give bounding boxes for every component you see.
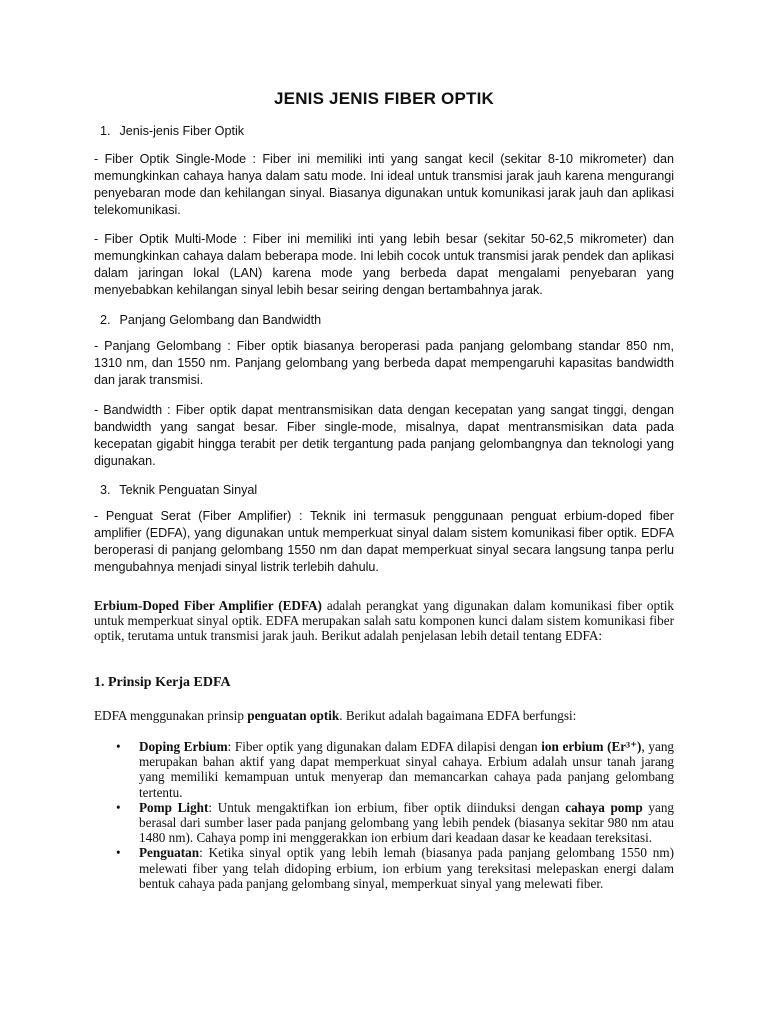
list-item: [94, 800, 674, 846]
prinsip-intro-bold: penguatan optik: [247, 708, 340, 723]
section-number-3: 3.: [100, 483, 111, 497]
list-item: [94, 845, 674, 891]
bullet-text: : Fiber optik yang digunakan dalam EDFA dilapisi dengan: [227, 739, 542, 754]
paragraph-bandwidth: - Bandwidth : Fiber optik dapat mentransmisikan data dengan kecepatan yang sangat tinggi, dengan bandwidth yang sangat besar. Fiber single-mode, misalnya, dapat mentransmisikan data pada kecepatan gigabit hingga terabit per detik tergantung pada panjang gelombangnya dan teknologi yang digunakan.: [94, 403, 674, 468]
paragraph-panjang-gelombang: - Panjang Gelombang : Fiber optik biasanya beroperasi pada panjang gelombang standar 850 nm, 1310 nm, dan 1550 nm. Panjang gelombang yang berbeda dapat mempengaruhi kapasitas bandwidth dan jarak transmisi.: [94, 339, 674, 387]
bullet-bold: cahaya pomp: [565, 799, 643, 815]
section-heading-1-text: Jenis-jenis Fiber Optik: [119, 124, 245, 138]
bullet-glyph: •: [116, 845, 121, 861]
bullet-text: : Untuk mengaktifkan ion erbium, fiber optik diinduksi dengan: [208, 799, 566, 815]
paragraph-single-mode: - Fiber Optik Single-Mode : Fiber ini memiliki inti yang sangat kecil (sekitar 8-10 mikrometer) dan memungkinkan cahaya hanya dalam satu mode. Ini ideal untuk transmisi jarak jauh karena mengurangi penyebaran mode dan kehilangan sinyal. Biasanya digunakan untuk komunikasi jarak jauh dan aplikasi telekomunikasi.: [94, 152, 674, 217]
prinsip-intro-pre: EDFA menggunakan prinsip: [94, 708, 248, 723]
bullet-term: Doping Erbium: [139, 739, 228, 754]
bullet-text: : Ketika sinyal optik yang lebih lemah (biasanya pada panjang gelombang 1550 nm) melewati fiber yang telah didoping erbium, ion erbium yang tereksitasi melepaskan energi dalam bentuk cahaya pada panjang gelombang sinyal, memperkuat sinyal yang melewati fiber.: [139, 845, 674, 891]
bullet-text: , yang merupakan bahan aktif yang dapat memperkuat sinyal cahaya. Erbium adalah unsur tanah jarang yang memiliki kemampuan untuk menyerap dan memancarkan cahaya pada panjang gelombang tertentu.: [139, 739, 675, 800]
bullet-text: yang berasal dari sumber laser pada panjang gelombang yang lebih pendek (biasanya sekitar 980 nm atau 1480 nm). Cahaya pomp ini menggerakkan ion erbium dari keadaan dasar ke keadaan tereksitasi.: [139, 799, 675, 846]
bullet-glyph: •: [116, 799, 121, 815]
section-heading-2-text: Panjang Gelombang dan Bandwidth: [119, 313, 322, 327]
section-number-1: 1.: [100, 124, 111, 138]
bullet-bold: ion erbium (Er³⁺): [541, 739, 642, 754]
edfa-intro-bold: Erbium-Doped Fiber Amplifier (EDFA): [94, 598, 322, 613]
bullet-glyph: •: [116, 739, 121, 754]
paragraph-edfa-intro: [94, 598, 674, 644]
section-heading-3-text: Teknik Penguatan Sinyal: [119, 483, 258, 497]
section-heading-1: [100, 123, 244, 140]
section-heading-2: [100, 312, 321, 329]
paragraph-multi-mode: - Fiber Optik Multi-Mode : Fiber ini memiliki inti yang lebih besar (sekitar 50-62,5 mikrometer) dan memungkinkan cahaya dalam beberapa mode. Ini lebih cocok untuk transmisi jarak pendek dan aplikasi dalam jaringan lokal (LAN) karena mode yang berbeda dapat mengalami penyebaran yang menyebabkan kehilangan sinyal lebih besar seiring dengan bertambahnya jarak.: [94, 232, 674, 297]
bullet-list: [94, 739, 674, 891]
section-number-2: 2.: [100, 313, 111, 327]
bullet-term: Pomp Light: [139, 799, 209, 815]
paragraph-prinsip-intro: [94, 708, 674, 723]
heading-prinsip-kerja: 1. Prinsip Kerja EDFA: [94, 675, 231, 690]
section-heading-3: [100, 482, 257, 499]
bullet-term: Penguatan: [139, 845, 200, 861]
edfa-intro-text: adalah perangkat yang digunakan dalam komunikasi fiber optik untuk memperkuat sinyal optik. EDFA merupakan salah satu komponen kunci dalam sistem komunikasi fiber optik, terutama untuk transmisi jarak jauh. Berikut adalah penjelasan lebih detail tentang EDFA:: [94, 598, 675, 644]
paragraph-fiber-amplifier: - Penguat Serat (Fiber Amplifier) : Teknik ini termasuk penggunaan penguat erbium-doped fiber amplifier (EDFA), yang digunakan untuk memperkuat sinyal dalam sistem komunikasi fiber optik. EDFA beroperasi di panjang gelombang 1550 nm dan dapat memperkuat sinyal secara langsung tanpa perlu mengubahnya menjadi sinyal listrik terlebih dahulu.: [94, 509, 674, 574]
list-item: [94, 739, 674, 800]
page-title: JENIS JENIS FIBER OPTIK: [274, 89, 494, 108]
prinsip-intro-post: . Berikut adalah bagaimana EDFA berfungsi:: [339, 708, 577, 723]
